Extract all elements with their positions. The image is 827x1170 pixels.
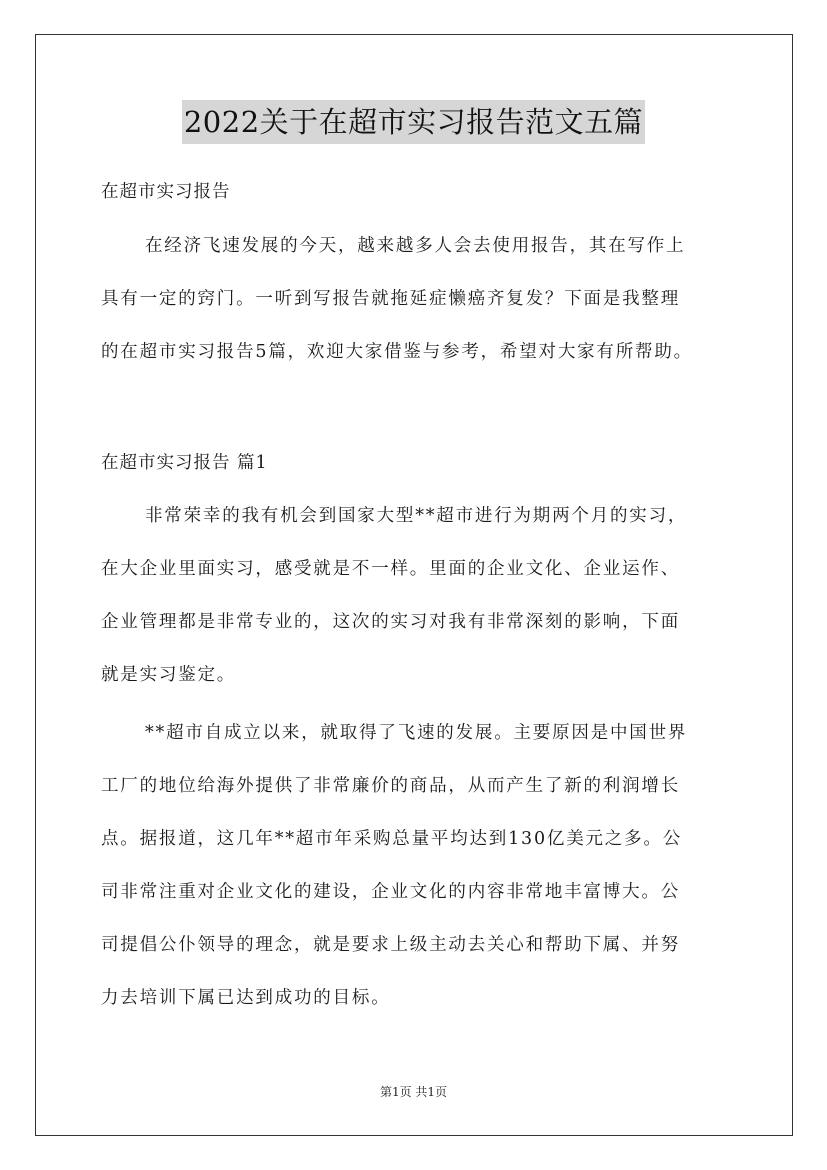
intro-heading: 在超市实习报告 bbox=[101, 182, 231, 202]
paragraph-line: 在大企业里面实习，感受就是不一样。里面的企业文化、企业运作、 bbox=[101, 559, 680, 579]
title-container bbox=[0, 100, 827, 144]
document-title: 2022关于在超市实习报告范文五篇 bbox=[182, 100, 645, 144]
paragraph-line: 就是实习鉴定。 bbox=[101, 665, 237, 685]
paragraph-line: 司提倡公仆领导的理念，就是要求上级主动去关心和帮助下属、并努 bbox=[101, 935, 680, 955]
paragraph-line: 力去培训下属已达到成功的目标。 bbox=[101, 988, 391, 1008]
section-heading: 在超市实习报告 篇1 bbox=[101, 453, 268, 473]
paragraph-line: 司非常注重对企业文化的建设，企业文化的内容非常地丰富博大。公 bbox=[101, 882, 680, 902]
intro-paragraph bbox=[101, 220, 741, 379]
paragraph-line: 工厂的地位给海外提供了非常廉价的商品，从而产生了新的利润增长 bbox=[101, 776, 680, 796]
paragraph-line: **超市自成立以来，就取得了飞速的发展。主要原因是中国世界 bbox=[145, 723, 688, 743]
page-footer bbox=[0, 1083, 827, 1101]
intro-line: 的在超市实习报告5篇，欢迎大家借鉴与参考，希望对大家有所帮助。 bbox=[101, 342, 693, 362]
paragraph-line: 企业管理都是非常专业的，这次的实习对我有非常深刻的影响，下面 bbox=[101, 612, 680, 632]
intro-line: 在经济飞速发展的今天，越来越多人会去使用报告，其在写作上 bbox=[145, 236, 686, 256]
intro-line: 具有一定的窍门。一听到写报告就拖延症懒癌齐复发？下面是我整理 bbox=[101, 289, 680, 309]
paragraph-1 bbox=[101, 490, 741, 702]
paragraph-line: 点。据报道，这几年**超市年采购总量平均达到130亿美元之多。公 bbox=[101, 829, 682, 849]
section-heading-block bbox=[101, 437, 741, 490]
paragraph-2 bbox=[101, 707, 741, 1025]
page-number: 第1页 共1页 bbox=[379, 1085, 448, 1099]
paragraph-line: 非常荣幸的我有机会到国家大型**超市进行为期两个月的实习， bbox=[145, 506, 688, 526]
intro-section bbox=[101, 166, 741, 219]
